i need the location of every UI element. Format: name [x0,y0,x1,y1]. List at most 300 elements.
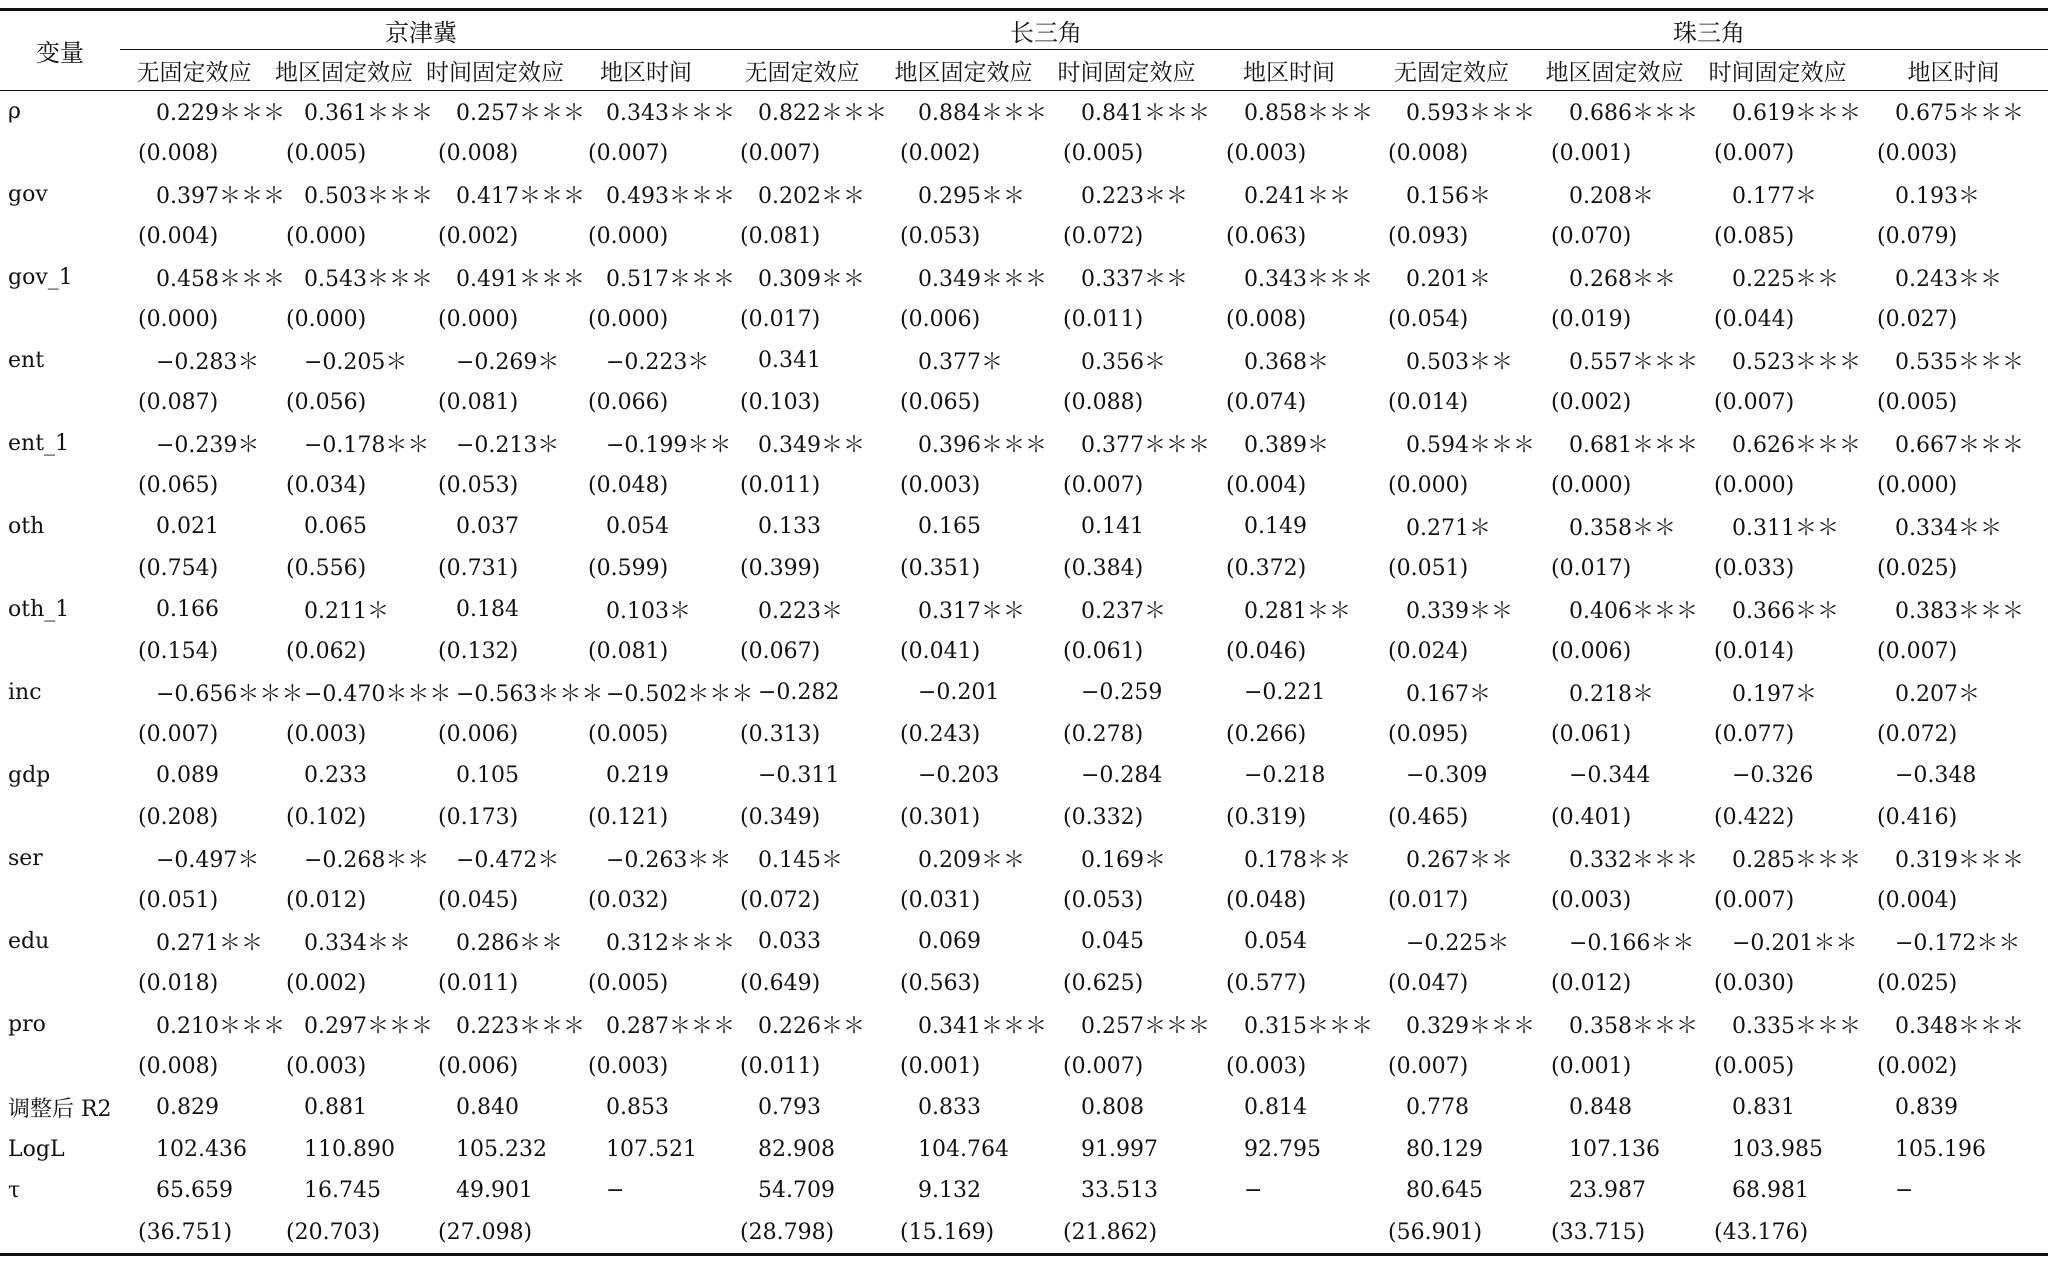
table-cell: (0.054) [1388,306,1469,332]
table-cell: (0.095) [1388,721,1469,747]
table-cell: −0.205＊ [304,350,408,376]
table-cell: (0.048) [588,472,669,498]
table-cell: −0.269＊ [456,350,560,376]
table-cell: 0.337＊＊ [1081,267,1188,293]
table-cell: (0.004) [1877,887,1958,913]
table-cell: 0.054 [1244,929,1307,955]
table-row [0,838,2048,880]
table-row [0,672,2048,714]
table-row [0,340,2048,382]
table-cell: 0.223＊＊ [1081,184,1188,210]
table-cell: (0.007) [1714,887,1795,913]
table-cell: (0.154) [138,638,219,664]
table-cell: 0.858＊＊＊ [1244,101,1373,127]
table-cell: (0.017) [1551,555,1632,581]
table-cell: (0.061) [1551,721,1632,747]
table-cell: (0.002) [438,223,519,249]
table-cell: 91.997 [1081,1136,1158,1162]
table-cell: −0.309 [1406,763,1488,789]
group-header-pearl: 珠三角 [1370,10,2048,50]
table-cell: − [606,1178,625,1204]
table-cell: 0.229＊＊＊ [156,101,285,127]
table-cell: (0.007) [1063,472,1144,498]
column-header: 无固定效应 [722,50,882,91]
table-cell: 0.848 [1569,1095,1632,1121]
table-cell: −0.311 [758,763,840,789]
table-cell: (0.173) [438,804,519,830]
table-cell: (0.041) [900,638,981,664]
table-cell: (21.862) [1045,1212,1208,1255]
table-cell: 0.243＊＊ [1895,267,2002,293]
table-row [0,631,2048,673]
table-cell: 0.209＊＊ [918,848,1025,874]
table-cell: 0.257＊＊＊ [456,101,585,127]
table-cell: 0.201＊ [1406,267,1491,293]
table-cell: 0.065 [304,514,367,540]
table-cell: −0.178＊＊ [304,433,430,459]
table-row [0,1046,2048,1088]
table-cell: 80.645 [1406,1178,1483,1204]
table-cell: 0.225＊＊ [1732,267,1839,293]
table-cell: 0.319＊＊＊ [1895,848,2024,874]
table-cell: (0.053) [900,223,981,249]
table-cell: (0.048) [1226,887,1307,913]
table-row [0,133,2048,175]
row-label: oth [8,514,45,540]
table-cell: 0.219 [606,763,669,789]
row-label [0,880,120,922]
table-cell: (0.025) [1877,970,1958,996]
table-cell: (0.061) [1063,638,1144,664]
table-cell: 0.343＊＊＊ [606,101,735,127]
table-cell: (43.176) [1696,1212,1859,1255]
table-cell: (0.067) [740,638,821,664]
table-cell: 0.358＊＊＊ [1569,1014,1698,1040]
table-cell: (0.093) [1388,223,1469,249]
column-header: 时间固定效应 [1696,50,1859,91]
table-cell: 0.317＊＊ [918,599,1025,625]
table-cell: 0.840 [456,1095,519,1121]
table-cell: −0.239＊ [156,433,260,459]
table-cell: 103.985 [1732,1136,1823,1162]
table-cell: (36.751) [120,1212,268,1255]
table-cell: (0.003) [1877,140,1958,166]
table-cell: 0.377＊＊＊ [1081,433,1210,459]
table-cell: 0.491＊＊＊ [456,267,585,293]
column-header: 地区时间 [1859,50,2048,91]
table-cell: (0.102) [286,804,367,830]
header-row-columns [0,50,2048,91]
table-cell: (0.399) [740,555,821,581]
group-header-yangtze: 长三角 [722,10,1370,50]
table-cell: (0.000) [438,306,519,332]
table-cell: (0.072) [740,887,821,913]
row-label [0,382,120,424]
table-cell: (0.007) [1877,638,1958,664]
table-row [0,299,2048,341]
table-cell: (0.372) [1226,555,1307,581]
table-cell: (0.012) [1551,970,1632,996]
table-cell: (0.051) [1388,555,1469,581]
table-cell: 0.517＊＊＊ [606,267,735,293]
table-cell: 33.513 [1081,1178,1158,1204]
table-cell: (0.000) [286,223,367,249]
table-cell: (0.000) [286,306,367,332]
table-row [0,1087,2048,1129]
table-cell: −0.348 [1895,763,1977,789]
table-cell: 0.311＊＊ [1732,516,1839,542]
row-label: edu [8,929,50,955]
table-row [0,382,2048,424]
table-cell: (0.031) [900,887,981,913]
table-cell: (0.012) [286,887,367,913]
row-label [0,133,120,175]
table-cell [1208,1212,1370,1255]
table-cell: (0.103) [740,389,821,415]
column-header: 地区固定效应 [1533,50,1696,91]
table-cell: (0.062) [286,638,367,664]
table-cell: (27.098) [420,1212,570,1255]
table-cell: 16.745 [304,1178,381,1204]
column-header: 地区时间 [570,50,722,91]
column-header: 地区固定效应 [882,50,1045,91]
table-cell: (0.063) [1226,223,1307,249]
table-cell: (0.002) [900,140,981,166]
table-cell: (0.007) [138,721,219,747]
row-label: ρ [8,99,21,125]
table-row [0,174,2048,216]
table-cell: −0.283＊ [156,350,260,376]
table-cell: (0.007) [740,140,821,166]
table-cell: (0.422) [1714,804,1795,830]
table-cell: (0.030) [1714,970,1795,996]
regression-table-wrapper [0,8,2048,1256]
table-cell: (0.001) [1551,140,1632,166]
table-cell: 9.132 [918,1178,981,1204]
table-cell: (0.002) [286,970,367,996]
table-cell: 0.503＊＊ [1406,350,1513,376]
table-cell: (0.006) [438,721,519,747]
table-cell: 0.208＊ [1569,184,1654,210]
row-label: gdp [8,763,51,789]
table-cell: (0.000) [1388,472,1469,498]
table-cell: 0.396＊＊＊ [918,433,1047,459]
table-cell: 0.197＊ [1732,682,1817,708]
row-label [0,1212,120,1255]
table-cell: 0.675＊＊＊ [1895,101,2024,127]
table-cell: (0.008) [1226,306,1307,332]
table-cell: (0.625) [1063,970,1144,996]
row-label: gov [8,182,48,208]
table-cell: (0.065) [900,389,981,415]
table-cell: (0.072) [1877,721,1958,747]
table-cell: (28.798) [722,1212,882,1255]
table-cell: − [1895,1178,1914,1204]
table-cell: 0.184 [456,597,519,623]
table-cell: (0.003) [1226,140,1307,166]
table-cell: (0.005) [1877,389,1958,415]
table-cell: (0.731) [438,555,519,581]
table-cell: 0.389＊ [1244,433,1329,459]
table-cell: 0.619＊＊＊ [1732,101,1861,127]
table-cell: 0.271＊ [1406,516,1491,542]
table-cell: −0.223＊ [606,350,710,376]
table-cell: 0.332＊＊＊ [1569,848,1698,874]
table-cell: 0.045 [1081,929,1144,955]
table-cell: (0.077) [1714,721,1795,747]
table-cell: 0.309＊＊ [758,267,865,293]
table-cell: (0.081) [438,389,519,415]
table-cell: 0.103＊ [606,599,691,625]
table-cell: (0.011) [740,472,821,498]
table-cell: (0.045) [438,887,519,913]
table-cell: (0.053) [1063,887,1144,913]
table-cell: (0.056) [286,389,367,415]
table-cell: (0.014) [1714,638,1795,664]
table-cell: (0.007) [1388,1053,1469,1079]
table-cell: −0.472＊ [456,848,560,874]
table-cell: 0.397＊＊＊ [156,184,285,210]
table-cell: (0.003) [1551,887,1632,913]
table-cell: 0.156＊ [1406,184,1491,210]
table-cell: −0.263＊＊ [606,848,732,874]
table-cell: 0.223＊ [758,599,843,625]
table-cell: (0.044) [1714,306,1795,332]
table-cell: (0.301) [900,804,981,830]
table-cell: 0.822＊＊＊ [758,101,887,127]
table-cell: 0.535＊＊＊ [1895,350,2024,376]
column-header: 时间固定效应 [1045,50,1208,91]
column-header: 地区固定效应 [268,50,420,91]
table-cell: 0.814 [1244,1095,1307,1121]
table-cell: 0.686＊＊＊ [1569,101,1698,127]
row-label: ent [8,348,45,374]
table-cell: −0.201＊＊ [1732,931,1858,957]
table-cell: (0.051) [138,887,219,913]
table-cell: 0.021 [156,514,219,540]
table-cell: 110.890 [304,1136,395,1162]
table-cell: (0.011) [438,970,519,996]
table-cell: 82.908 [758,1136,835,1162]
header-row-groups [0,10,2048,50]
table-row [0,921,2048,963]
row-label: τ [8,1178,21,1204]
table-cell: 0.334＊＊ [304,931,411,957]
table-cell: (20.703) [268,1212,420,1255]
row-label: oth_1 [8,597,70,623]
table-cell: 0.268＊＊ [1569,267,1676,293]
row-label: 调整后 R2 [8,1097,112,1123]
table-cell: 0.358＊＊ [1569,516,1676,542]
table-cell: 0.839 [1895,1095,1958,1121]
table-cell: 0.178＊＊ [1244,848,1351,874]
table-cell: −0.221 [1244,680,1326,706]
table-cell: 0.593＊＊＊ [1406,101,1535,127]
table-cell: (0.401) [1551,804,1632,830]
column-header: 无固定效应 [1370,50,1533,91]
table-cell: 0.329＊＊＊ [1406,1014,1535,1040]
table-cell: (0.008) [1388,140,1469,166]
table-cell: (0.024) [1388,638,1469,664]
table-cell: (56.901) [1370,1212,1533,1255]
row-label: ent_1 [8,431,70,457]
table-row [0,1170,2048,1212]
row-label [0,714,120,756]
table-cell: 0.285＊＊＊ [1732,848,1861,874]
regression-table [0,8,2048,1256]
table-cell: 0.037 [456,514,519,540]
table-cell: (0.032) [588,887,669,913]
table-cell: 0.793 [758,1095,821,1121]
table-row [0,797,2048,839]
table-cell: (0.278) [1063,721,1144,747]
table-cell: (0.081) [740,223,821,249]
table-cell: 0.149 [1244,514,1307,540]
table-cell: 0.543＊＊＊ [304,267,433,293]
table-cell: (0.004) [138,223,219,249]
table-cell: 0.286＊＊ [456,931,563,957]
table-cell: 105.196 [1895,1136,1986,1162]
table-cell: 0.297＊＊＊ [304,1014,433,1040]
table-row [0,1129,2048,1171]
table-cell: (0.002) [1551,389,1632,415]
table-cell: (0.243) [900,721,981,747]
column-header: 地区时间 [1208,50,1370,91]
table-cell: (0.465) [1388,804,1469,830]
table-cell: (0.017) [740,306,821,332]
table-cell: 0.218＊ [1569,682,1654,708]
table-cell: −0.563＊＊＊ [456,682,604,708]
table-cell: (0.014) [1388,389,1469,415]
table-cell [570,1212,722,1255]
table-cell: (0.000) [1551,472,1632,498]
table-cell: 23.987 [1569,1178,1646,1204]
table-cell: (0.384) [1063,555,1144,581]
table-cell: (0.556) [286,555,367,581]
table-cell: 0.054 [606,514,669,540]
row-label: LogL [8,1136,65,1162]
table-cell: 0.348＊＊＊ [1895,1014,2024,1040]
table-cell: (0.053) [438,472,519,498]
row-label: ser [8,846,43,872]
table-cell: (0.065) [138,472,219,498]
table-cell: 0.493＊＊＊ [606,184,735,210]
table-cell: (0.007) [1063,1053,1144,1079]
table-cell: (0.001) [900,1053,981,1079]
table-cell: 0.241＊＊ [1244,184,1351,210]
table-cell: 0.349＊＊＊ [918,267,1047,293]
table-cell: −0.656＊＊＊ [156,682,304,708]
row-label [0,797,120,839]
table-header [0,10,2048,91]
table-cell: 0.166 [156,597,219,623]
table-cell: 0.233 [304,763,367,789]
table-row [0,257,2048,299]
table-cell: 0.177＊ [1732,184,1817,210]
table-cell: (0.005) [588,970,669,996]
table-cell: 105.232 [456,1136,547,1162]
table-row [0,548,2048,590]
table-cell: 0.881 [304,1095,367,1121]
table-cell: 0.167＊ [1406,682,1491,708]
table-row [0,216,2048,258]
table-cell: 0.033 [758,929,821,955]
table-cell: 0.267＊＊ [1406,848,1513,874]
table-cell: (0.008) [138,1053,219,1079]
table-cell: (0.081) [588,638,669,664]
table-cell: 0.808 [1081,1095,1144,1121]
table-cell: (0.416) [1877,804,1958,830]
table-cell: 0.339＊＊ [1406,599,1513,625]
table-cell: 0.281＊＊ [1244,599,1351,625]
table-row [0,880,2048,922]
table-cell: 0.523＊＊＊ [1732,350,1861,376]
table-cell: 0.133 [758,514,821,540]
table-cell: 0.377＊ [918,350,1003,376]
table-cell: (0.001) [1551,1053,1632,1079]
table-cell: 0.207＊ [1895,682,1980,708]
table-cell: (0.003) [1226,1053,1307,1079]
table-cell: 0.211＊ [304,599,389,625]
row-label [0,548,120,590]
table-cell: (0.000) [588,223,669,249]
table-cell: 0.503＊＊＊ [304,184,433,210]
table-cell: 0.366＊＊ [1732,599,1839,625]
table-cell: (0.003) [286,1053,367,1079]
table-cell: 0.237＊ [1081,599,1166,625]
table-cell: (0.018) [138,970,219,996]
table-cell: (0.004) [1226,472,1307,498]
table-cell: (0.313) [740,721,821,747]
table-cell: (0.079) [1877,223,1958,249]
table-cell: (0.005) [1714,1053,1795,1079]
table-cell: 107.136 [1569,1136,1660,1162]
table-cell: −0.284 [1081,763,1163,789]
table-cell: (0.008) [138,140,219,166]
table-cell: (0.649) [740,970,821,996]
table-cell: (0.088) [1063,389,1144,415]
table-cell: 0.271＊＊ [156,931,263,957]
table-cell: 0.349＊＊ [758,433,865,459]
table-cell: 80.129 [1406,1136,1483,1162]
table-cell: −0.268＊＊ [304,848,430,874]
table-cell: 0.681＊＊＊ [1569,433,1698,459]
table-cell: 107.521 [606,1136,697,1162]
table-cell: (0.085) [1714,223,1795,249]
table-cell: 0.169＊ [1081,848,1166,874]
table-cell: (0.070) [1551,223,1632,249]
table-cell: (0.008) [438,140,519,166]
table-cell: 92.795 [1244,1136,1321,1162]
table-cell: 0.458＊＊＊ [156,267,285,293]
table-cell: (0.003) [900,472,981,498]
table-cell: 0.315＊＊＊ [1244,1014,1373,1040]
table-cell: (0.003) [588,1053,669,1079]
table-row [0,714,2048,756]
table-cell: 49.901 [456,1178,533,1204]
table-cell: 54.709 [758,1178,835,1204]
table-cell: (0.332) [1063,804,1144,830]
table-cell: (0.033) [1714,555,1795,581]
table-cell: (0.019) [1551,306,1632,332]
table-row [0,423,2048,465]
table-cell: 0.417＊＊＊ [456,184,585,210]
table-cell: −0.497＊ [156,848,260,874]
table-cell: 0.165 [918,514,981,540]
table-cell: (0.011) [1063,306,1144,332]
table-cell: (0.754) [138,555,219,581]
table-cell: (0.007) [588,140,669,166]
